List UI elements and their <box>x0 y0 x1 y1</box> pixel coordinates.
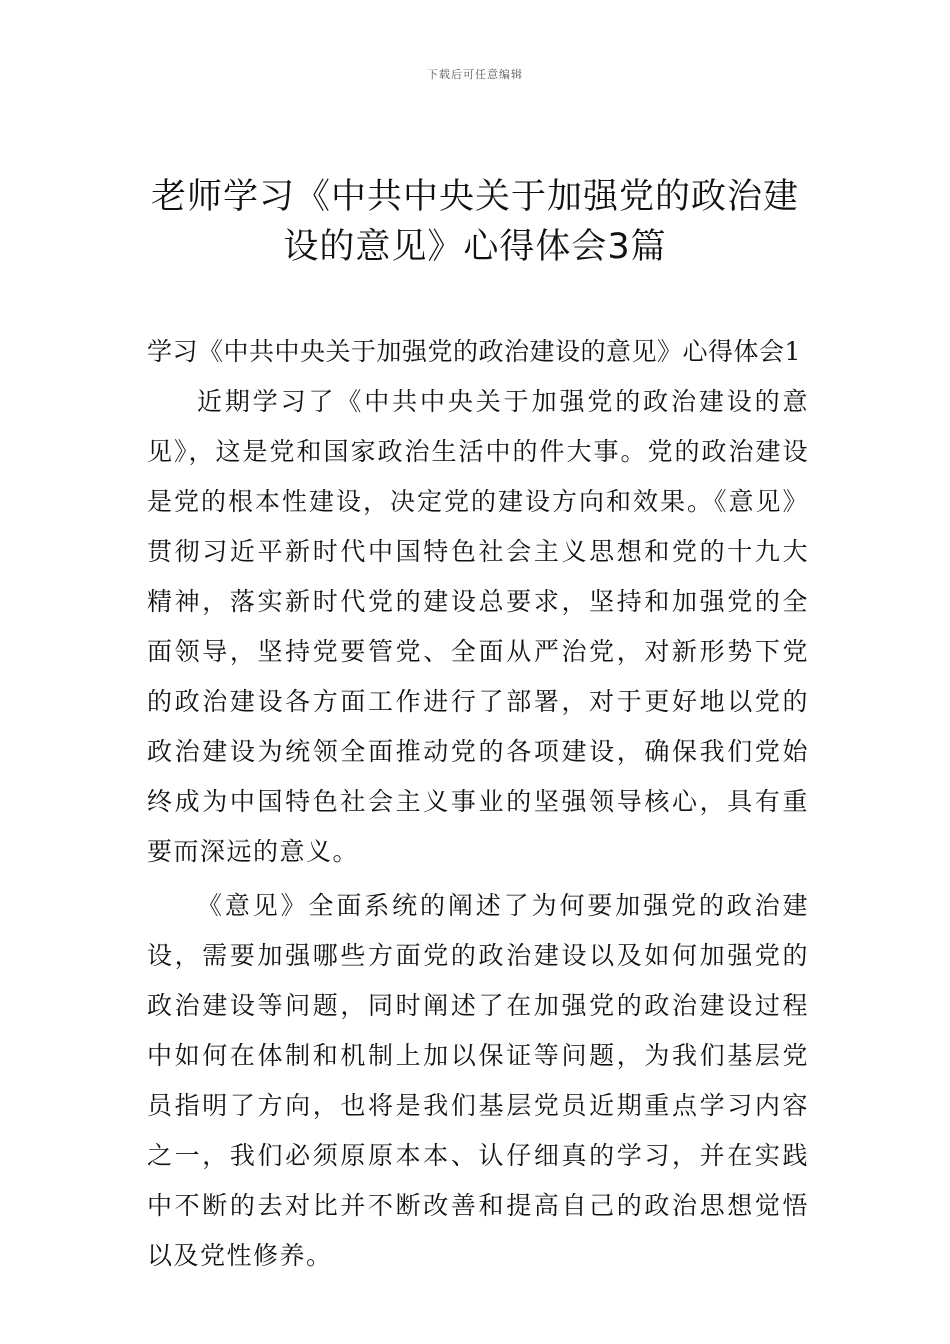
header-note: 下载后可任意编辑 <box>427 68 523 81</box>
paragraph-2: 《意见》全面系统的阐述了为何要加强党的政治建设，需要加强哪些方面党的政治建设以及如何加强党的政治建设等问题，同时阐述了在加强党的政治建设过程中如何在体制和机制上加以保证等问题，为我们基层党员指明了方向，也将是我们基层党员近期重点学习内容之一，我们必须原原本本、认仔细真的学习，并在实践中不断的去对比并不断改善和提高自己的政治思想觉悟以及党性修养。 <box>147 891 809 1270</box>
document-title <box>120 172 830 272</box>
title-line-1: 老师学习《中共中央关于加强党的政治建 <box>150 177 799 217</box>
title-line-2: 设的意见》心得体会3篇 <box>283 227 667 267</box>
section-heading: 学习《中共中央关于加强党的政治建设的意见》心得体会1 <box>147 337 801 366</box>
document-body <box>147 327 809 1281</box>
paragraph-1: 近期学习了《中共中央关于加强党的政治建设的意见》，这是党和国家政治生活中的件大事。党的政治建设是党的根本性建设，决定党的建设方向和效果。《意见》贯彻习近平新时代中国特色社会主义思想和党的十九大精神，落实新时代党的建设总要求，坚持和加强党的全面领导，坚持党要管党、全面从严治党，对新形势下党的政治建设各方面工作进行了部署，对于更好地以党的政治建设为统领全面推动党的各项建设，确保我们党始终成为中国特色社会主义事业的坚强领导核心，具有重要而深远的意义。 <box>147 387 809 866</box>
